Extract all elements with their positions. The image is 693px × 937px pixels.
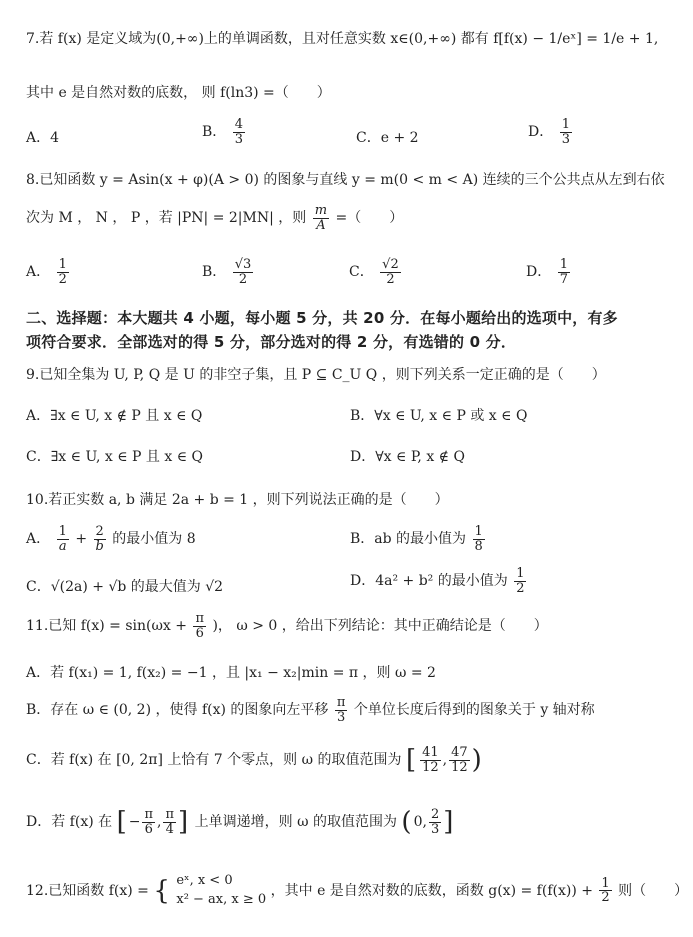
q12-stem-text: 12.已知函数 f(x) = [26,882,149,899]
denominator: 2 [238,271,248,287]
q8-stem-line2 [26,204,403,232]
denominator: 6 [144,821,153,837]
denominator: a [58,538,67,554]
option-text: 的最小值为 8 [112,531,196,548]
q8-option-b[interactable] [202,258,255,286]
q10-option-c[interactable]: C．√(2a) + √b 的最大值为 √2 [26,579,224,595]
q11-option-c[interactable]: C．若 f(x) 在 [0, 2π] 上恰有 7 个零点，则 ω 的取值范围为 [ $\frac{41}{12}$ , $\frac{47}{12}$ ) [26,745,482,776]
denominator: 3 [561,131,570,147]
option-label: C． [349,264,374,281]
q7-stem-line2: 其中 e 是自然对数的底数， 则 f(ln3) =（ ） [26,85,331,101]
numerator: 1 [516,566,525,581]
q8-stem-text: 次为 M ， N ， P ，若 |PN| = 2|MN| ，则 [26,210,307,227]
q10-option-b-fraction [473,525,485,553]
q11-option-c-fraction-1 [420,746,441,774]
section2-heading-line1: 二、选择题：本大题共 4 小题，每小题 5 分，共 20 分．在每小题给出的选项中，有多 [26,309,618,327]
numerator: π [165,807,175,822]
numerator: 1 [601,875,610,891]
q8-option-c[interactable] [349,258,403,286]
case-1: eˣ, x < 0 [176,873,233,888]
numerator: 1 [58,257,67,272]
q9-option-c[interactable]: C．∃x ∈ U, x ∈ P 且 x ∈ Q [26,449,203,465]
q11-option-d-fraction-3 [429,808,441,836]
option-text: C．若 f(x) 在 [0, 2π] 上恰有 7 个零点，则 ω 的取值范围为 [26,752,402,769]
numerator: √3 [234,257,252,272]
q7-option-b-fraction [233,118,245,146]
denominator: b [95,538,104,554]
q7-condition: f[f(x) − 1/eˣ] = 1/e + 1, [493,31,659,47]
q8-option-d[interactable] [526,258,572,286]
denominator: A [316,217,326,233]
right-paren: ) [471,745,482,776]
option-label: D． [526,264,552,281]
left-paren: ( [401,807,412,838]
option-text-mid: 上单调递增，则 ω 的取值范围为 [194,814,397,831]
q8-stem-fraction [313,204,329,232]
numerator: m [314,203,328,218]
q12-stem [26,872,688,910]
denominator: 12 [422,759,439,775]
denominator: 2 [386,271,395,287]
q10-option-a[interactable] [26,525,196,553]
option-label: B． [202,124,227,141]
q8-option-d-fraction [558,258,570,286]
denominator: 4 [165,821,174,837]
q7-option-b[interactable] [202,118,247,146]
option-label: D． [528,124,554,141]
denominator: 3 [234,131,244,147]
option-text-end: 个单位长度后得到的图象关于 y 轴对称 [353,702,595,719]
q11-option-b-fraction [335,696,348,724]
q8-stem-line1: 8.已知函数 y = Asin(x + φ)(A > 0) 的图象与直线 y = m(0 < m < A) 连续的三个公共点从左到右依 [26,172,665,188]
option-text: D．4a² + b² 的最小值为 [350,573,508,590]
q11-stem [26,612,548,640]
q10-option-d[interactable] [350,567,528,595]
denominator: 6 [195,625,204,641]
q7-option-a[interactable]: A．4 [26,130,60,146]
left-bracket: [ [116,807,127,838]
numerator: 4 [234,117,244,132]
option-text: B．存在 ω ∈ (0, 2) ，使得 f(x) 的图象向左平移 [26,702,329,719]
q9-option-d[interactable]: D．∀x ∈ P, x ∉ Q [350,449,465,465]
q7-stem-text: 7.若 f(x) 是定义域为(0,+∞)上的单调函数，且对任意实数 x∈(0,+∞) 都有 [26,31,489,47]
q11-stem-end: )， ω > 0 ，给出下列结论：其中正确结论是（ ） [212,618,548,635]
q8-option-c-fraction [380,258,401,286]
numerator: 1 [58,524,67,539]
right-bracket: ] [443,807,454,838]
numerator: π [144,807,154,822]
numerator: 1 [559,257,568,272]
q10-option-d-fraction [514,567,526,595]
denominator: 3 [430,821,440,837]
q11-option-d[interactable]: D．若 f(x) 在 [ − $\frac{\pi}{6}$ , $\frac{\pi}{4}$ ] 上单调递增，则 ω 的取值范围为 ( 0, $\frac{2}{3}$ ] [26,807,454,838]
option-label: A． [26,531,51,548]
q11-stem-fraction [193,612,206,640]
q8-option-a[interactable] [26,258,71,286]
q7-stem-line1 [26,28,658,48]
q8-option-b-fraction [233,258,254,286]
q11-option-c-fraction-2 [449,746,470,774]
denominator: 2 [601,890,610,906]
denominator: 12 [451,759,468,775]
numerator: 1 [474,524,483,539]
q8-stem-end: =（ ） [335,210,404,227]
numerator: 47 [451,745,468,760]
q11-stem-text: 11.已知 f(x) = sin(ωx + [26,618,187,635]
numerator: √2 [382,257,399,272]
q12-stem-end: 则（ ） [618,882,689,899]
q10-option-a-fraction-1 [57,525,69,553]
left-bracket: [ [405,745,417,776]
q11-option-d-fraction-1 [142,808,155,836]
q11-option-d-fraction-2 [163,808,176,836]
q10-option-b[interactable] [350,525,487,553]
q12-piecewise-cases [176,872,266,910]
q12-stem-mid: ，其中 e 是自然对数的底数，函数 g(x) = f(f(x)) + [270,882,593,899]
q7-option-d[interactable] [528,118,574,146]
plus-sign: + [75,531,88,548]
denominator: 2 [58,271,67,287]
q12-stem-fraction [599,877,611,905]
case-2: x² − ax, x ≥ 0 [176,891,267,907]
q9-option-b[interactable]: B．∀x ∈ U, x ∈ P 或 x ∈ Q [350,408,528,424]
q7-option-c[interactable]: C．e + 2 [356,130,419,146]
option-label: A． [26,264,51,281]
numerator: 2 [95,524,104,539]
numerator: 2 [430,807,440,822]
section2-heading-line2: 项符合要求．全部选对的得 5 分，部分选对的得 2 分，有选错的 0 分． [26,333,517,351]
numerator: π [195,611,204,626]
right-bracket: ] [178,807,189,838]
numerator: 41 [422,745,439,760]
denominator: 8 [474,538,483,554]
numerator: 1 [561,117,570,132]
q10-stem: 10.若正实数 a, b 满足 2a + b = 1 ，则下列说法正确的是（ ） [26,492,449,508]
option-text: B．ab 的最小值为 [350,531,467,548]
numerator: π [336,695,346,710]
q9-stem: 9.已知全集为 U, P, Q 是 U 的非空子集，且 P ⊆ C_U Q ，则下列关系一定正确的是（ ） [26,367,606,383]
q11-option-b[interactable] [26,696,595,724]
denominator: 2 [516,580,525,596]
option-text: D．若 f(x) 在 [26,814,113,831]
q7-option-d-fraction [560,118,572,146]
left-brace: { [153,875,170,906]
q8-option-a-fraction [57,258,69,286]
option-label: B． [202,264,227,281]
denominator: 7 [559,271,568,287]
q10-option-a-fraction-2 [94,525,106,553]
q11-option-a[interactable]: A．若 f(x₁) = 1, f(x₂) = −1 ，且 |x₁ − x₂|min = π ，则 ω = 2 [26,665,436,681]
denominator: 3 [337,709,346,725]
q9-option-a[interactable]: A．∃x ∈ U, x ∉ P 且 x ∈ Q [26,408,203,424]
